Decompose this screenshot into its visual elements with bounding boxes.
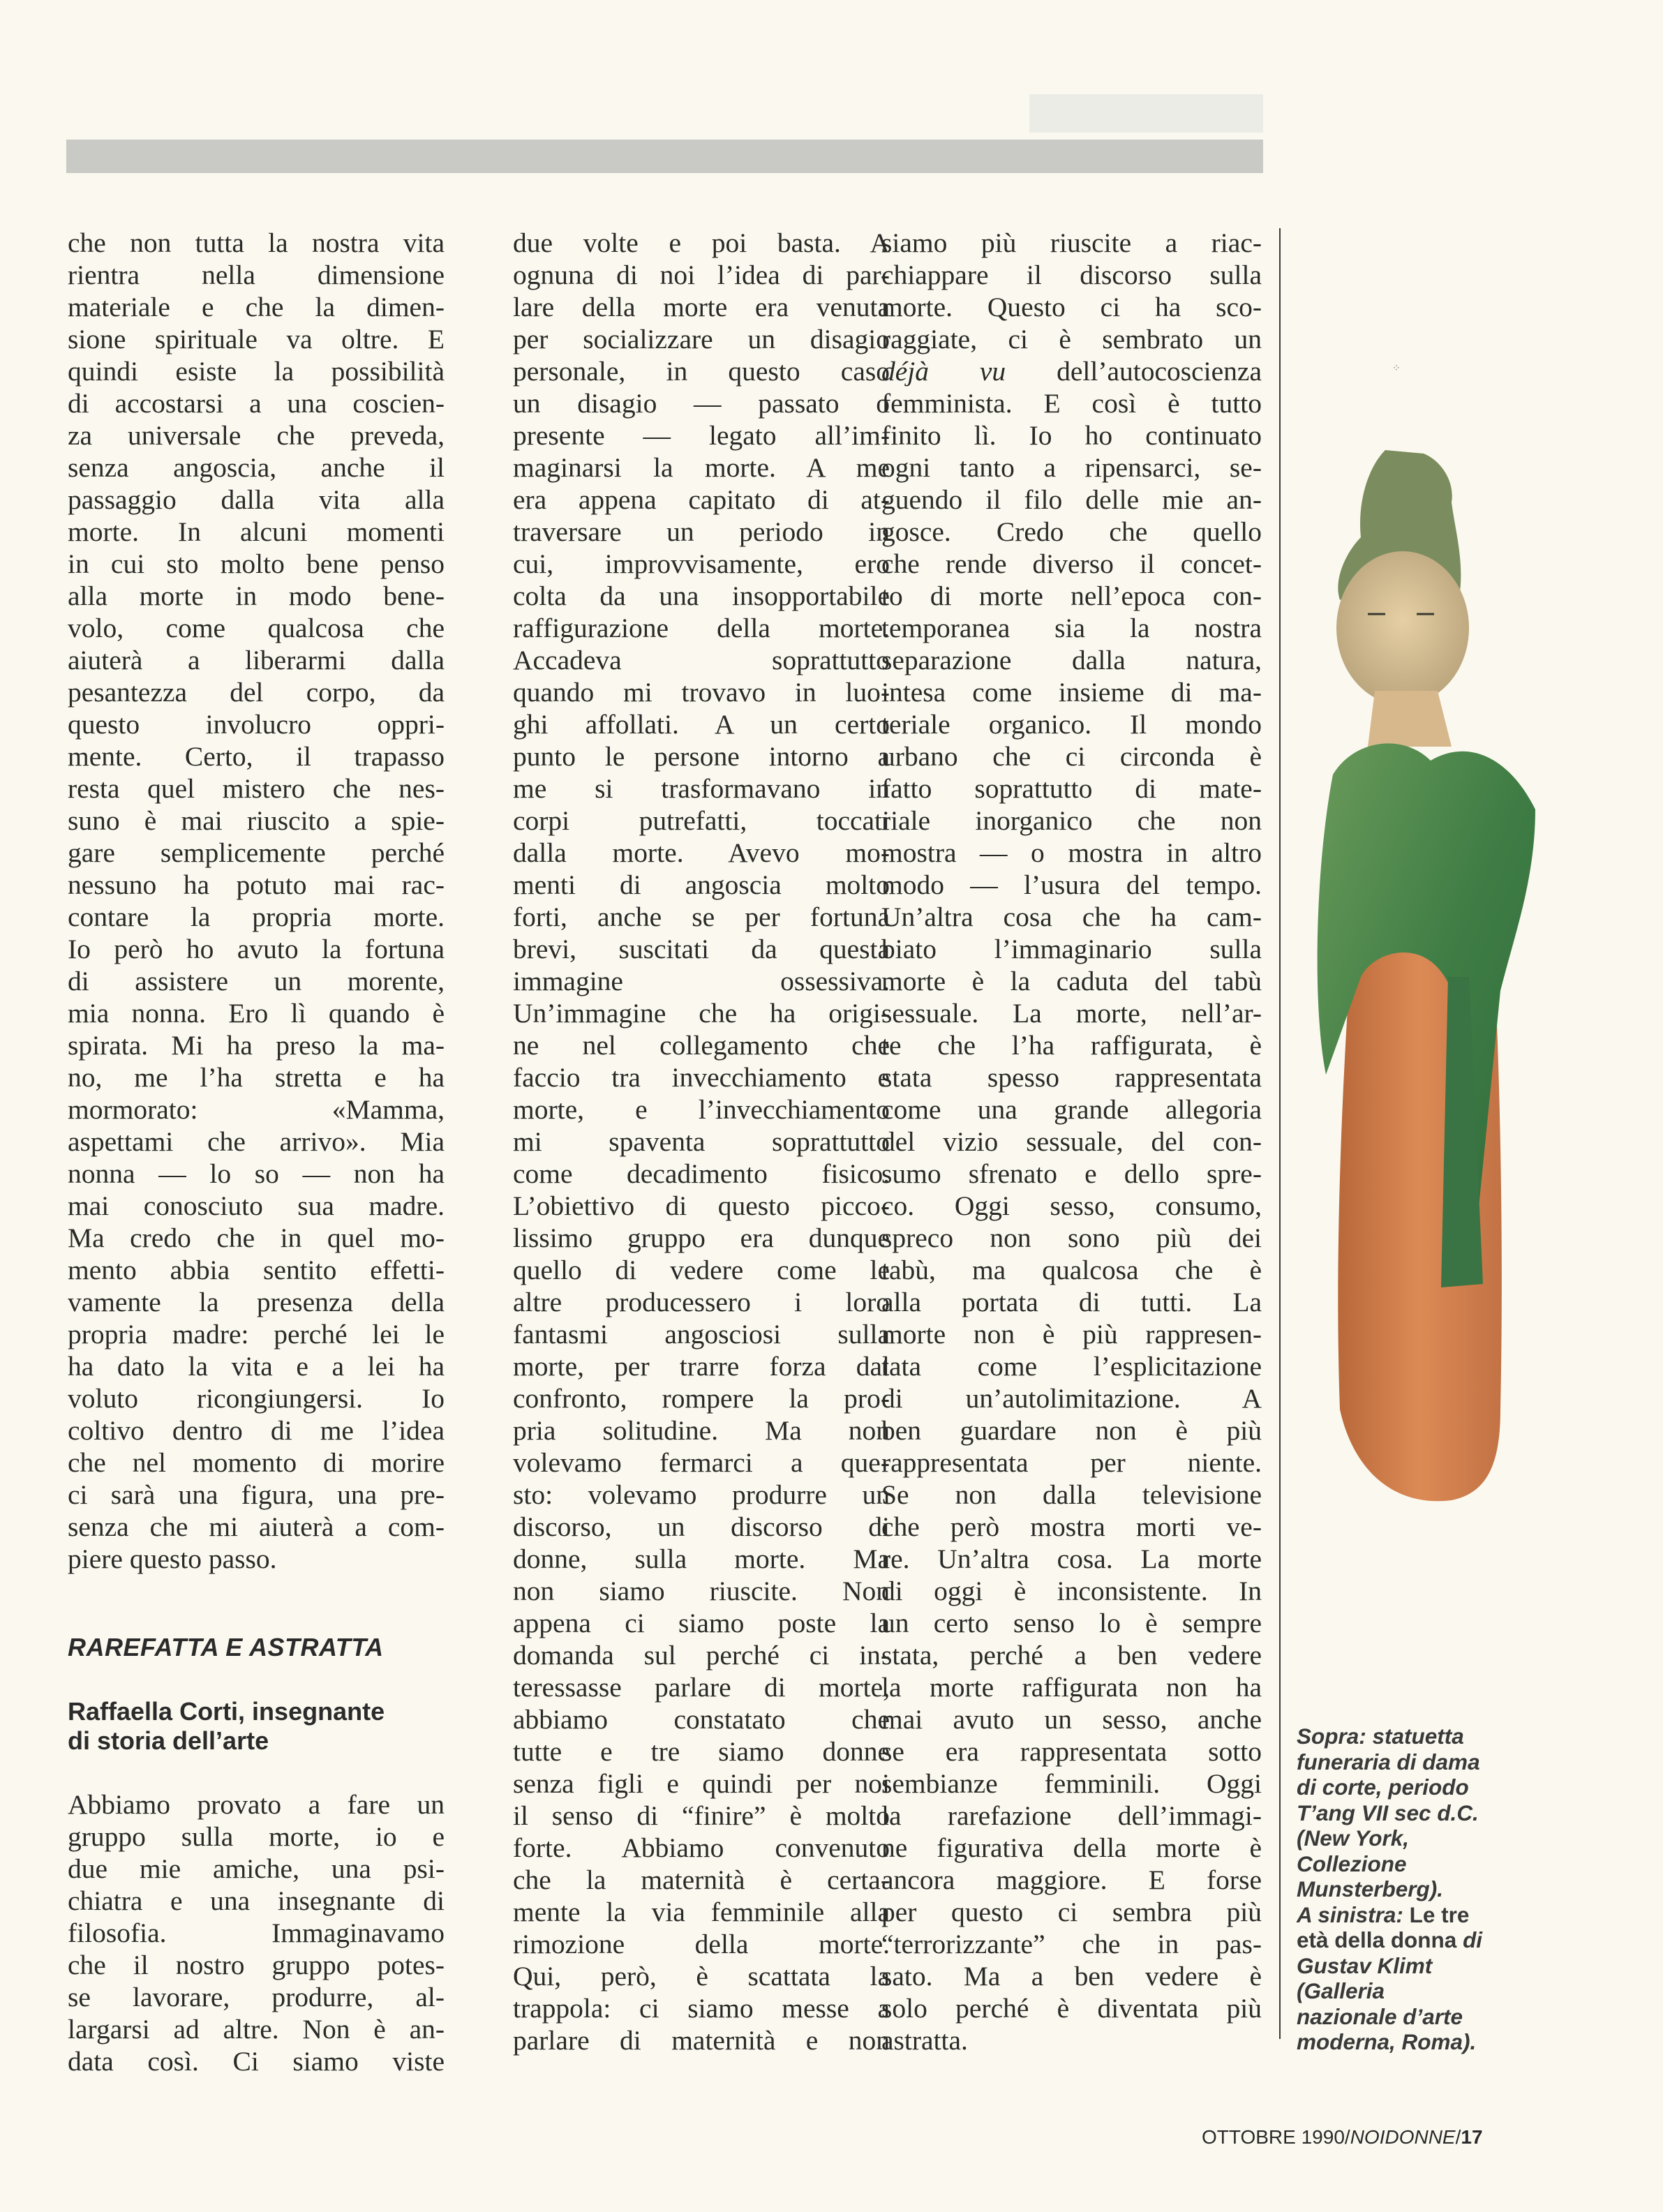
text-line: Accadeva soprattutto — [513, 645, 890, 675]
text-line: aspettami che arrivo». Mia — [68, 1126, 445, 1157]
print-speck: ⁘ — [1392, 364, 1401, 374]
text-line: domanda sul perché ci in- — [513, 1640, 890, 1671]
text-line: discorso, un discorso di — [513, 1511, 890, 1542]
text-line: Un’immagine che ha origi- — [513, 998, 890, 1029]
text-line: ancora maggiore. E forse — [881, 1864, 1262, 1895]
text-line: re. Un’altra cosa. La morte — [881, 1544, 1262, 1574]
text-line: forti, anche se per fortuna — [513, 902, 890, 932]
text-line: faccio tra invecchiamento e — [513, 1062, 890, 1093]
header-accent-bar — [66, 140, 1263, 173]
text-line: mormorato: «Mamma, — [68, 1094, 445, 1125]
caption-line — [1297, 1774, 1506, 1800]
text-line: teressasse parlare di morte, — [513, 1672, 890, 1703]
text-line: guendo il filo delle mie an- — [881, 484, 1262, 515]
text-line: data così. Ci siamo viste — [68, 2046, 445, 2077]
footer-date: OTTOBRE 1990/ — [1202, 2126, 1350, 2148]
column-divider — [1279, 228, 1281, 2039]
text-line: spreco non sono più dei — [881, 1223, 1262, 1253]
text-line: ogni tanto a ripensarci, se- — [881, 452, 1262, 483]
text-line: stata spesso rappresentata — [881, 1062, 1262, 1093]
text-line: quindi esiste la possibilità — [68, 356, 445, 387]
text-line: astratta. — [881, 2025, 968, 2056]
text-line: senza che mi aiuterà a com- — [68, 1511, 445, 1542]
text-line: di assistere un morente, — [68, 966, 445, 996]
text-line: un certo senso lo è sempre — [881, 1608, 1262, 1638]
page-footer — [1202, 2126, 1483, 2149]
statuette-face — [1336, 551, 1469, 705]
caption-italic-text: T’ang VII sec d.C. — [1297, 1800, 1479, 1825]
caption-italic-text: nazionale d’arte — [1297, 2003, 1463, 2029]
text-line: propria madre: perché lei le — [68, 1319, 445, 1350]
text-line: se lavorare, produrre, al- — [68, 1982, 445, 2012]
text-line: sessuale. La morte, nell’ar- — [881, 998, 1262, 1029]
text-line: la morte raffigurata non ha — [881, 1672, 1262, 1703]
text-line: due volte e poi basta. A — [513, 227, 890, 258]
text-line: morte, per trarre forza dal — [513, 1351, 890, 1382]
text-line: la rarefazione dell’immagi- — [881, 1800, 1262, 1831]
photo-caption — [1297, 1724, 1506, 2055]
text-line: appena ci siamo poste la — [513, 1608, 890, 1638]
article-column-2 — [513, 227, 890, 2056]
caption-line — [1297, 1902, 1506, 1928]
footer-separator: / — [1455, 2126, 1461, 2148]
text-line: passaggio dalla vita alla — [68, 484, 445, 515]
text-line: solo perché è diventata più — [881, 1993, 1262, 2024]
text-line: te che l’ha raffigurata, è — [881, 1030, 1262, 1061]
article-column-1-continued — [68, 1788, 445, 2077]
text-line: “terrorizzante” che in pas- — [881, 1929, 1262, 1959]
text-line: alla morte in modo bene- — [68, 581, 445, 611]
text-line: mi spaventa soprattutto — [513, 1126, 890, 1157]
text-line: forte. Abbiamo convenuto — [513, 1832, 890, 1863]
text-line: come decadimento fisico. — [513, 1158, 890, 1189]
caption-line — [1297, 2029, 1506, 2055]
caption-line — [1297, 1876, 1506, 1902]
text-line: tata come l’esplicitazione — [881, 1351, 1262, 1382]
caption-italic-text: Gustav Klimt — [1297, 1952, 1433, 1978]
text-line: suno è mai riuscito a spie- — [68, 805, 445, 836]
text-line: sto: volevamo produrre un — [513, 1479, 890, 1510]
text-line: Un’altra cosa che ha cam- — [881, 902, 1262, 932]
author-heading-line-2: di storia dell’arte — [68, 1726, 269, 1755]
caption-italic-text: Sopra: statuetta — [1297, 1724, 1464, 1749]
text-line: ghi affollati. A un certo — [513, 709, 890, 740]
text-line: me si trasformavano in — [513, 773, 890, 804]
text-line: che il nostro gruppo potes- — [68, 1950, 445, 1980]
text-line: nessuno ha potuto mai rac- — [68, 869, 445, 900]
text-line: che la maternità è certa- — [513, 1864, 890, 1895]
text-line: di un’autolimitazione. A — [881, 1383, 1262, 1414]
text-line: sumo sfrenato e dello spre- — [881, 1158, 1262, 1189]
text-line: come una grande allegoria — [881, 1094, 1262, 1125]
header-fade-block — [1029, 94, 1263, 133]
text-line: che non tutta la nostra vita — [68, 227, 445, 258]
text-line: senza angoscia, anche il — [68, 452, 445, 483]
text-line: era appena capitato di at- — [513, 484, 890, 515]
text-line: biato l’immaginario sulla — [881, 934, 1262, 964]
text-line: mente. Certo, il trapasso — [68, 741, 445, 772]
text-line: Ma credo che in quel mo- — [68, 1223, 445, 1253]
text-line: coltivo dentro di me l’idea — [68, 1415, 445, 1446]
text-line: gruppo sulla morte, io e — [68, 1821, 445, 1852]
text-line: lare della morte era venuta — [513, 292, 890, 322]
text-line: dalla morte. Avevo mo- — [513, 837, 890, 868]
text-line: largarsi ad altre. Non è an- — [68, 2014, 445, 2045]
text-line: voluto ricongiungersi. Io — [68, 1383, 445, 1414]
text-line: rappresentata per niente. — [881, 1447, 1262, 1478]
text-line: volo, come qualcosa che — [68, 613, 445, 643]
text-line: filosofia. Immaginavamo — [68, 1918, 445, 1948]
caption-italic-text: A sinistra: — [1297, 1901, 1410, 1927]
text-line: L’obiettivo di questo picco- — [513, 1190, 890, 1221]
text-line: modo — l’usura del tempo. — [881, 869, 1262, 900]
text-line: Se non dalla televisione — [881, 1479, 1262, 1510]
caption-line — [1297, 1978, 1506, 2004]
caption-line — [1297, 1749, 1506, 1775]
text-line: siamo più riuscite a riac- — [881, 227, 1262, 258]
text-line: quando mi trovavo in luo- — [513, 677, 890, 708]
text-line: corpi putrefatti, toccati — [513, 805, 890, 836]
text-line: ognuna di noi l’idea di par- — [513, 260, 890, 290]
text-line: in cui sto molto bene penso — [68, 548, 445, 579]
text-line: morte. In alcuni momenti — [68, 516, 445, 547]
text-line: piere questo passo. — [68, 1544, 277, 1574]
text-line: stata, perché a ben vedere — [881, 1640, 1262, 1671]
text-line: brevi, suscitati da questa — [513, 934, 890, 964]
text-line: ne nel collegamento che — [513, 1030, 890, 1061]
caption-italic-text: funeraria di dama — [1297, 1749, 1480, 1774]
text-line: menti di angoscia molto — [513, 869, 890, 900]
text-line: che però mostra morti ve- — [881, 1511, 1262, 1542]
text-line: parlare di maternità e non — [513, 2025, 890, 2056]
text-line: se era rappresentata sotto — [881, 1736, 1262, 1767]
text-line: mia nonna. Ero lì quando è — [68, 998, 445, 1029]
text-line: morte non è più rappresen- — [881, 1319, 1262, 1350]
text-line: cui, improvvisamente, ero — [513, 548, 890, 579]
text-line: per questo ci sembra più — [881, 1897, 1262, 1927]
text-line: finito lì. Io ho continuato — [881, 420, 1262, 451]
text-line: mai conosciuto sua madre. — [68, 1190, 445, 1221]
text-line: mai avuto un sesso, anche — [881, 1704, 1262, 1735]
caption-italic-text: di corte, periodo — [1297, 1774, 1469, 1800]
text-line: trappola: ci siamo messe a — [513, 1993, 890, 2024]
caption-line — [1297, 1825, 1506, 1851]
caption-italic-text: (Galleria — [1297, 1978, 1385, 2003]
author-heading-line-1: Raffaella Corti, insegnante — [68, 1697, 385, 1726]
text-line: gosce. Credo che quello — [881, 516, 1262, 547]
text-line: il senso di “finire” è molto — [513, 1800, 890, 1831]
text-line: traversare un periodo in — [513, 516, 890, 547]
text-line: spirata. Mi ha preso la ma- — [68, 1030, 445, 1061]
article-column-1 — [68, 227, 445, 1575]
text-line: morte, e l’invecchiamento — [513, 1094, 890, 1125]
text-line: za universale che preveda, — [68, 420, 445, 451]
caption-plain-text: età della donna — [1297, 1927, 1457, 1952]
text-line: mostra — o mostra in altro — [881, 837, 1262, 868]
text-line: raffigurazione della morte. — [513, 613, 890, 643]
text-line: riale inorganico che non — [881, 805, 1262, 836]
text-line: urbano che ci circonda è — [881, 741, 1262, 772]
text-line: contare la propria morte. — [68, 902, 445, 932]
text-line: morte è la caduta del tabù — [881, 966, 1262, 996]
text-line: quello di vedere come le — [513, 1255, 890, 1285]
caption-italic-text: Munsterberg). — [1297, 1876, 1444, 1901]
text-line: no, me l’ha stretta e ha — [68, 1062, 445, 1093]
text-line: sione spirituale va oltre. E — [68, 324, 445, 354]
text-line: mento abbia sentito effetti- — [68, 1255, 445, 1285]
footer-page-number: 17 — [1461, 2126, 1483, 2148]
caption-italic-text: (New York, — [1297, 1825, 1410, 1851]
italic-phrase: déjà vu — [881, 356, 1006, 387]
text-line: immagine ossessiva. — [513, 966, 890, 996]
section-heading: RAREFATTA E ASTRATTA — [68, 1633, 384, 1661]
text-line: pria solitudine. Ma non — [513, 1415, 890, 1446]
text-line: sembianze femminili. Oggi — [881, 1768, 1262, 1799]
caption-line — [1297, 2004, 1506, 2030]
caption-italic-text: Collezione — [1297, 1851, 1407, 1876]
footer-magazine: NOIDONNE — [1350, 2126, 1456, 2148]
text-line: ci sarà una figura, una pre- — [68, 1479, 445, 1510]
text-line: morte. Questo ci ha sco- — [881, 292, 1262, 322]
caption-line — [1297, 1724, 1506, 1749]
text-line: alla portata di tutti. La — [881, 1287, 1262, 1317]
text-line: fatto soprattutto di mate- — [881, 773, 1262, 804]
statuette-neck — [1368, 691, 1452, 747]
text-line: lissimo gruppo era dunque — [513, 1223, 890, 1253]
caption-line — [1297, 1800, 1506, 1826]
text-line: rimozione della morte. — [513, 1929, 890, 1959]
text-line: separazione dalla natura, — [881, 645, 1262, 675]
text-line: ne figurativa della morte è — [881, 1832, 1262, 1863]
text-line: Qui, però, è scattata la — [513, 1961, 890, 1991]
text-line: per socializzare un disagio — [513, 324, 890, 354]
text-line: intesa come insieme di ma- — [881, 677, 1262, 708]
text-line: déjà vu dell’autocoscienza — [881, 356, 1262, 387]
text-line: gare semplicemente perché — [68, 837, 445, 868]
text-line: aiuterà a liberarmi dalla — [68, 645, 445, 675]
text-line: presente — legato all’im- — [513, 420, 890, 451]
text-line: to di morte nell’epoca con- — [881, 581, 1262, 611]
text-line: non siamo riuscite. Non — [513, 1576, 890, 1606]
text-line: temporanea sia la nostra — [881, 613, 1262, 643]
statuette-photo — [1291, 447, 1542, 1542]
text-line: questo involucro oppri- — [68, 709, 445, 740]
text-line: personale, in questo caso — [513, 356, 890, 387]
text-line: pesantezza del corpo, da — [68, 677, 445, 708]
text-line: di oggi è inconsistente. In — [881, 1576, 1262, 1606]
text-line: femminista. E così è tutto — [881, 388, 1262, 419]
text-line: co. Oggi sesso, consumo, — [881, 1190, 1262, 1221]
caption-line — [1297, 1953, 1506, 1979]
text-line: confronto, rompere la pro- — [513, 1383, 890, 1414]
article-column-3 — [881, 227, 1262, 2056]
text-line: Io però ho avuto la fortuna — [68, 934, 445, 964]
text-line: resta quel mistero che nes- — [68, 773, 445, 804]
text-line: ben guardare non è più — [881, 1415, 1262, 1446]
text-line: altre producessero i loro — [513, 1287, 890, 1317]
text-line: fantasmi angosciosi sulla — [513, 1319, 890, 1350]
author-heading — [68, 1697, 445, 1756]
text-line: ha dato la vita e a lei ha — [68, 1351, 445, 1382]
text-line: di accostarsi a una coscien- — [68, 388, 445, 419]
text-line: del vizio sessuale, del con- — [881, 1126, 1262, 1157]
caption-plain-text: Le tre — [1409, 1901, 1470, 1927]
text-line: chiatra e una insegnante di — [68, 1885, 445, 1916]
text-line: donne, sulla morte. Ma — [513, 1544, 890, 1574]
text-line: rientra nella dimensione — [68, 260, 445, 290]
text-line: maginarsi la morte. A me — [513, 452, 890, 483]
text-line: senza figli e quindi per noi — [513, 1768, 890, 1799]
text-line: che nel momento di morire — [68, 1447, 445, 1478]
text-line: colta da una insopportabile — [513, 581, 890, 611]
caption-line — [1297, 1851, 1506, 1877]
text-line: mente la via femminile alla — [513, 1897, 890, 1927]
caption-italic-text: moderna, Roma). — [1297, 2029, 1477, 2054]
text-line: punto le persone intorno a — [513, 741, 890, 772]
text-line: abbiamo constatato che — [513, 1704, 890, 1735]
text-line: chiappare il discorso sulla — [881, 260, 1262, 290]
text-line: vamente la presenza della — [68, 1287, 445, 1317]
text-line: tabù, ma qualcosa che è — [881, 1255, 1262, 1285]
text-line: volevamo fermarci a que- — [513, 1447, 890, 1478]
text-line: sato. Ma a ben vedere è — [881, 1961, 1262, 1991]
text-line: un disagio — passato o — [513, 388, 890, 419]
caption-line — [1297, 1927, 1506, 1953]
text-line: materiale e che la dimen- — [68, 292, 445, 322]
text-line: tutte e tre siamo donne — [513, 1736, 890, 1767]
text-line: Abbiamo provato a fare un — [68, 1789, 445, 1820]
text-line: due mie amiche, una psi- — [68, 1853, 445, 1884]
caption-italic-text: di — [1456, 1927, 1483, 1952]
text-line: che rende diverso il concet- — [881, 548, 1262, 579]
text-line: nonna — lo so — non ha — [68, 1158, 445, 1189]
text-line: teriale organico. Il mondo — [881, 709, 1262, 740]
text-line: raggiate, ci è sembrato un — [881, 324, 1262, 354]
